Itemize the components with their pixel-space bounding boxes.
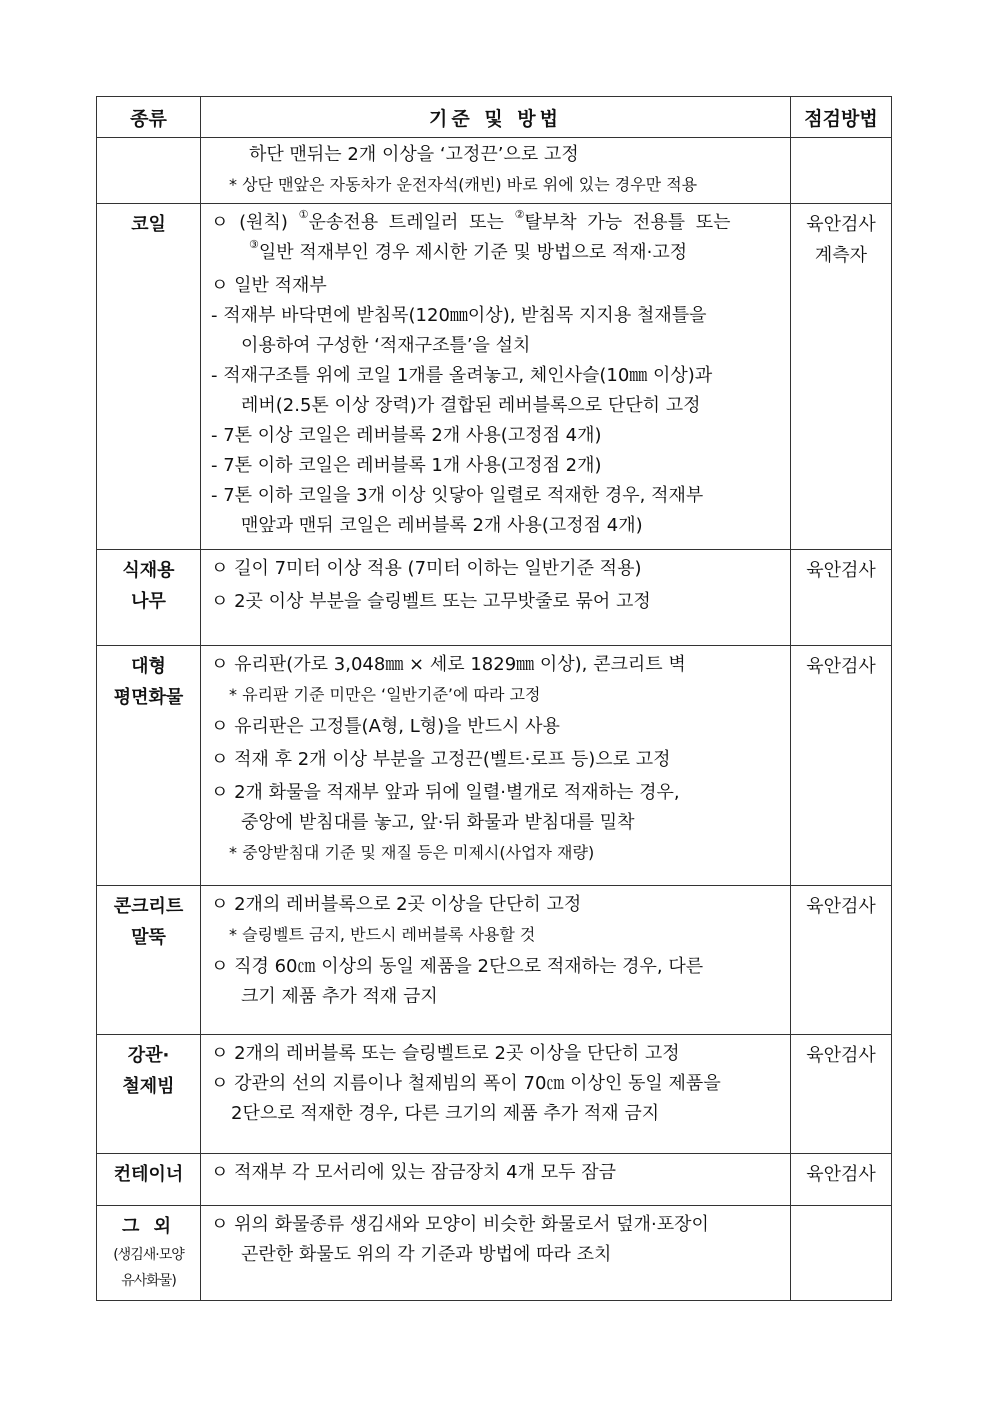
header-criteria: 기준 및 방법 — [201, 97, 791, 138]
kind-container — [97, 1154, 201, 1206]
kind-steel — [97, 1035, 201, 1154]
criteria-line: 하단 맨뒤는 2개 이상을 ‘고정끈’으로 고정 — [249, 144, 579, 165]
criteria-line — [211, 238, 782, 268]
criteria-line: 곤란한 화물도 위의 각 기준과 방법에 따라 조치 — [241, 1244, 612, 1265]
text: 일반 적재부인 경우 제시한 기준 및 방법으로 적재·고정 — [258, 242, 688, 263]
criteria-line: - 7톤 이하 코일을 3개 이상 잇닿아 일렬로 적재한 경우, 적재부 — [211, 485, 704, 506]
criteria-line: ㅇ 직경 60㎝ 이상의 동일 제품을 2단으로 적재하는 경우, 다른 — [211, 956, 704, 977]
row-steel — [97, 1035, 892, 1154]
inspection-timber: 육안검사 — [791, 550, 892, 646]
regulation-table — [96, 96, 892, 1301]
criteria-line: - 7톤 이하 코일은 레버블록 1개 사용(고정점 2개) — [211, 455, 602, 476]
header-inspection: 점검방법 — [791, 97, 892, 138]
criteria-line: 크기 제품 추가 적재 금지 — [241, 986, 438, 1007]
circled-number: ② — [514, 208, 525, 221]
kind-label: 코일 — [131, 214, 166, 235]
kind-sublabel: 유사화물) — [121, 1273, 176, 1289]
inspection-steel: 육안검사 — [791, 1035, 892, 1154]
criteria-line: ㅇ 일반 적재부 — [211, 275, 327, 296]
header-row — [97, 97, 892, 138]
row-flat-cargo — [97, 646, 892, 886]
criteria-other — [201, 1206, 791, 1301]
criteria-line: ㅇ 적재부 각 모서리에 있는 잠금장치 4개 모두 잠금 — [211, 1162, 616, 1183]
inspection-label: 계측자 — [814, 245, 868, 266]
criteria-line: 중앙에 받침대를 놓고, 앞·뒤 화물과 받침대를 밀착 — [241, 812, 635, 833]
criteria-line: ㅇ 길이 7미터 이상 적용 (7미터 이하는 일반기준 적용) — [211, 558, 642, 579]
kind-label: 식재용 — [122, 560, 175, 581]
criteria-line: 맨앞과 맨뒤 코일은 레버블록 2개 사용(고정점 4개) — [241, 515, 643, 536]
kind-label: 나무 — [131, 591, 166, 612]
kind-flat-cargo — [97, 646, 201, 886]
inspection-concrete-pile: 육안검사 — [791, 886, 892, 1035]
criteria-line: ㅇ 2곳 이상 부분을 슬링벨트 또는 고무밧줄로 묶어 고정 — [211, 591, 651, 612]
criteria-line: - 적재부 바닥면에 받침목(120㎜이상), 받침목 지지용 철재틀을 — [211, 305, 707, 326]
criteria-line: ㅇ 2개의 레버블록 또는 슬링벨트로 2곳 이상을 단단히 고정 — [211, 1043, 680, 1064]
kind-label: 콘크리트 — [113, 896, 184, 917]
kind-cell-empty — [97, 138, 201, 204]
criteria-line — [211, 208, 782, 238]
criteria-line: 2단으로 적재한 경우, 다른 크기의 제품 추가 적재 금지 — [231, 1103, 660, 1124]
header-kind: 종류 — [97, 97, 201, 138]
inspection-cell-empty — [791, 138, 892, 204]
criteria-container — [201, 1154, 791, 1206]
criteria-note: * 중앙받침대 기준 및 재질 등은 미제시(사업자 재량) — [229, 843, 595, 862]
criteria-line: ㅇ 유리판(가로 3,048㎜ × 세로 1829㎜ 이상), 콘크리트 벽 — [211, 654, 686, 675]
row-timber — [97, 550, 892, 646]
criteria-line: 이용하여 구성한 ‘적재구조틀’을 설치 — [241, 335, 531, 356]
criteria-line: ㅇ 유리판은 고정틀(A형, L형)을 반드시 사용 — [211, 716, 560, 737]
criteria-continued — [201, 138, 791, 204]
kind-label: 그 외 — [121, 1216, 176, 1237]
row-other — [97, 1206, 892, 1301]
criteria-note: * 유리판 기준 미만은 ‘일반기준’에 따라 고정 — [229, 685, 541, 704]
inspection-coil — [791, 204, 892, 550]
row-continued — [97, 138, 892, 204]
criteria-line: ㅇ 강관의 선의 지름이나 철제빔의 폭이 70㎝ 이상인 동일 제품을 — [211, 1073, 721, 1094]
text: 운송전용 트레일러 또는 — [308, 212, 515, 233]
kind-label: 평면화물 — [113, 687, 184, 708]
kind-timber — [97, 550, 201, 646]
criteria-coil — [201, 204, 791, 550]
row-coil — [97, 204, 892, 550]
kind-sublabel: (생김새·모양 — [113, 1247, 184, 1263]
circled-number: ③ — [249, 238, 259, 251]
kind-label: 대형 — [131, 656, 166, 677]
kind-concrete-pile — [97, 886, 201, 1035]
criteria-line: - 7톤 이상 코일은 레버블록 2개 사용(고정점 4개) — [211, 425, 602, 446]
kind-label: 강관· — [127, 1045, 170, 1066]
criteria-line: ㅇ 2개 화물을 적재부 앞과 뒤에 일렬·별개로 적재하는 경우, — [211, 782, 680, 803]
criteria-line: ㅇ 2개의 레버블록으로 2곳 이상을 단단히 고정 — [211, 894, 582, 915]
criteria-concrete-pile — [201, 886, 791, 1035]
row-concrete-pile — [97, 886, 892, 1035]
inspection-flat-cargo: 육안검사 — [791, 646, 892, 886]
criteria-line: ㅇ 위의 화물종류 생김새와 모양이 비슷한 화물로서 덮개·포장이 — [211, 1214, 709, 1235]
kind-coil — [97, 204, 201, 550]
criteria-note: * 상단 맨앞은 자동차가 운전자석(캐빈) 바로 위에 있는 경우만 적용 — [229, 175, 698, 194]
kind-label: 컨테이너 — [113, 1164, 184, 1185]
text: ㅇ (원칙) — [211, 212, 299, 233]
inspection-label: 육안검사 — [806, 214, 876, 235]
inspection-other — [791, 1206, 892, 1301]
kind-label: 말뚝 — [131, 927, 166, 948]
row-container — [97, 1154, 892, 1206]
criteria-line: - 적재구조틀 위에 코일 1개를 올려놓고, 체인사슬(10㎜ 이상)과 — [211, 365, 713, 386]
circled-number: ① — [298, 208, 309, 221]
kind-other — [97, 1206, 201, 1301]
text: 탈부착 가능 전용틀 또는 — [524, 212, 731, 233]
criteria-line: ㅇ 적재 후 2개 이상 부분을 고정끈(벨트·로프 등)으로 고정 — [211, 749, 671, 770]
criteria-note: * 슬링벨트 금지, 반드시 레버블록 사용할 것 — [229, 925, 536, 944]
inspection-container: 육안검사 — [791, 1154, 892, 1206]
criteria-timber — [201, 550, 791, 646]
criteria-line: 레버(2.5톤 이상 장력)가 결합된 레버블록으로 단단히 고정 — [241, 395, 701, 416]
criteria-steel — [201, 1035, 791, 1154]
criteria-flat-cargo — [201, 646, 791, 886]
kind-label: 철제빔 — [122, 1076, 175, 1097]
